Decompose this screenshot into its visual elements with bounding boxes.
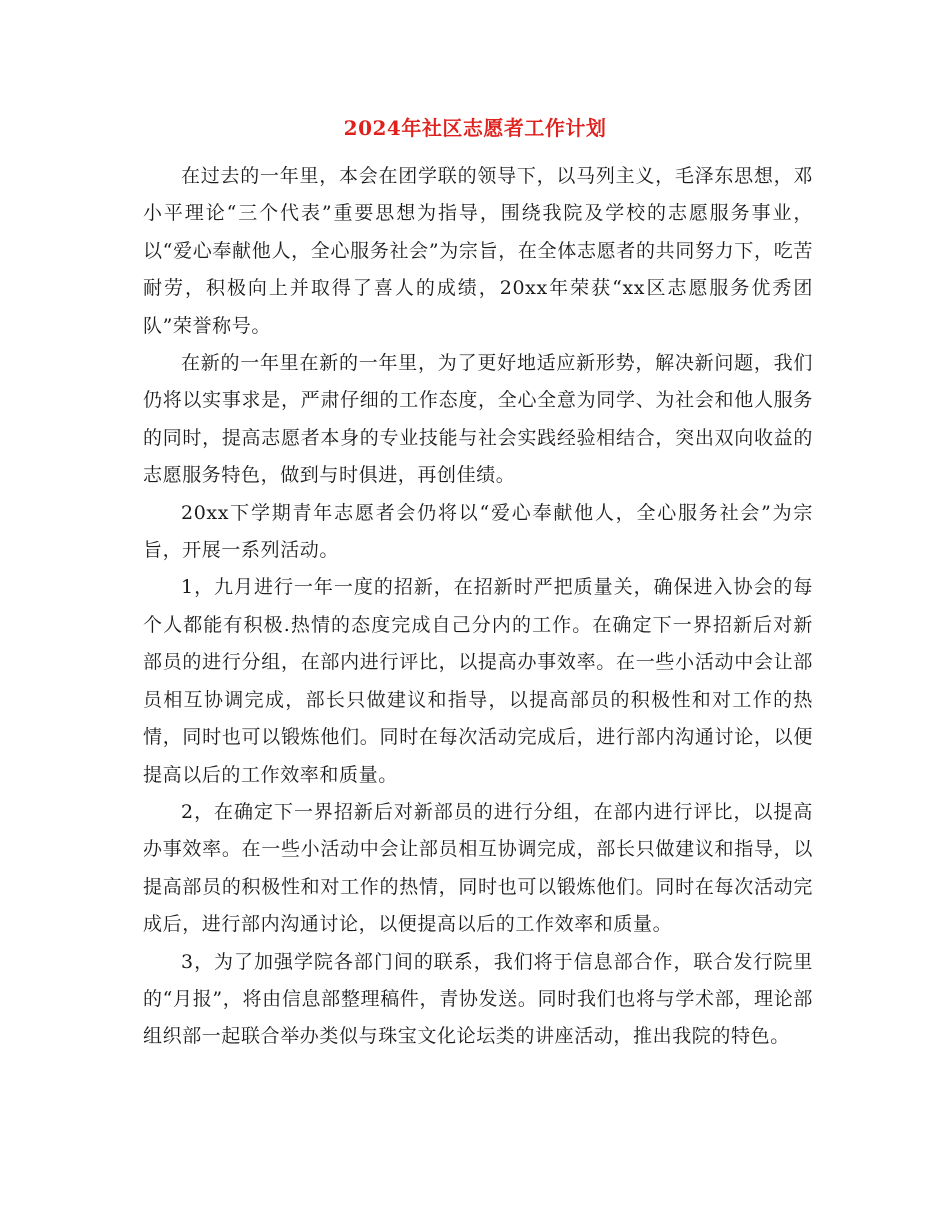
paragraph-item-1: 1，九月进行一年一度的招新，在招新时严把质量关，确保进入协会的每个人都能有积极.热情的态度完成自己分内的工作。在确定下一界招新后对新部员的进行分组，在部内进行评比，以提高办事效率。在一些小活动中会让部员相互协调完成，部长只做建议和指导，以提高部员的积极性和对工作的热情，同时也可以锻炼他们。同时在每次活动完成后，进行部内沟通讨论，以便提高以后的工作效率和质量。: [143, 576, 813, 786]
paragraph-new-year: 在新的一年里在新的一年里，为了更好地适应新形势，解决新问题，我们仍将以实事求是，严肃仔细的工作态度，全心全意为同学、为社会和他人服务的同时，提高志愿者本身的专业技能与社会实践经验相结合，突出双向收益的志愿服务特色，做到与时俱进，再创佳绩。: [143, 352, 813, 487]
document-title: 2024年社区志愿者工作计划: [343, 116, 607, 140]
paragraph-semester: 20xx下学期青年志愿者会仍将以“爱心奉献他人，全心服务社会”为宗旨，开展一系列活动。: [143, 501, 813, 562]
paragraph-item-2: 2，在确定下一界招新后对新部员的进行分组，在部内进行评比，以提高办事效率。在一些小活动中会让部员相互协调完成，部长只做建议和指导，以提高部员的积极性和对工作的热情，同时也可以锻炼他们。同时在每次活动完成后，进行部内沟通讨论，以便提高以后的工作效率和质量。: [143, 800, 813, 936]
paragraph-intro: 在过去的一年里，本会在团学联的领导下，以马列主义，毛泽东思想，邓小平理论“三个代表”重要思想为指导，围绕我院及学校的志愿服务事业，以“爱心奉献他人，全心服务社会”为宗旨，在全体志愿者的共同努力下，吃苦耐劳，积极向上并取得了喜人的成绩，20xx年荣获“xx区志愿服务优秀团队”荣誉称号。: [143, 165, 813, 337]
document-body: [143, 158, 813, 1056]
paragraph-item-3: 3，为了加强学院各部门间的联系，我们将于信息部合作，联合发行院里的“月报”，将由信息部整理稿件，青协发送。同时我们也将与学术部，理论部组织部一起联合举办类似与珠宝文化论坛类的讲座活动，推出我院的特色。: [143, 950, 813, 1048]
